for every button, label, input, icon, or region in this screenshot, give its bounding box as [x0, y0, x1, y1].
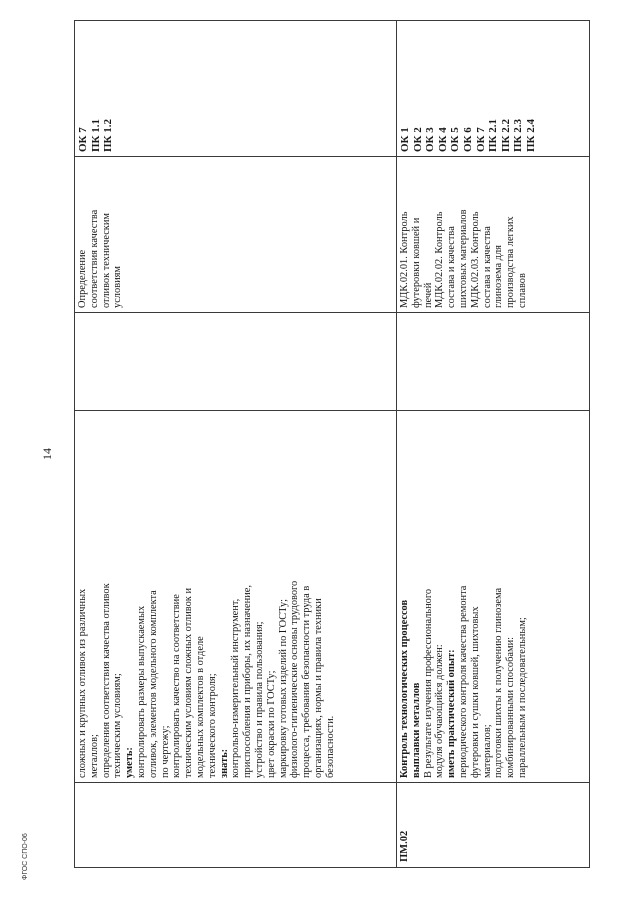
column-line-content — [74, 782, 590, 783]
competency-code: ОК 4 — [436, 127, 449, 152]
competency-code: ПК 2.3 — [512, 118, 525, 152]
text-line: параллельным и последовательным; — [516, 617, 528, 778]
text-line: футеровки и сушки ковшей, шихтовых — [469, 606, 481, 778]
text-line: производства легких — [505, 216, 517, 308]
text-line: В результате изучения профессионального — [422, 588, 434, 778]
competency-code: ОК 3 — [424, 127, 437, 152]
page-number: 14 — [40, 448, 54, 460]
competency-code: ОК 7 — [474, 127, 487, 152]
text-line: сложных и крупных отливок из различных — [77, 588, 88, 778]
text-line: шихтовых материалов — [457, 209, 469, 308]
text-line: условиям — [112, 265, 124, 308]
text-line: соответствия качества — [88, 209, 100, 308]
text-line: техническим условиям; — [112, 673, 124, 778]
competency-code: ОК 7 — [77, 127, 89, 152]
text-line: определения соответствия качества отливок — [100, 583, 112, 778]
text-line: МДК.02.01. Контроль — [399, 211, 410, 308]
text-line: комбинированными способами: — [505, 636, 517, 778]
text-line: физиолого-гигиенические основы трудового — [289, 580, 301, 778]
table-border-bottom — [74, 867, 590, 868]
row-separator — [396, 20, 397, 868]
text-line: металлов; — [88, 734, 100, 778]
row1-content-cell — [77, 416, 337, 778]
text-line: приспособления и приборы, их назначение, — [242, 585, 254, 778]
table-border-left — [74, 20, 75, 868]
text-line: контролировать качество на соответствие — [171, 594, 183, 778]
text-line: по чертежу; — [159, 725, 171, 778]
text-line: глинозема для — [493, 245, 505, 308]
text-line: маркировку готовых изделий по ГОСТу; — [277, 599, 289, 778]
text-line: сплавов — [516, 273, 528, 308]
text-line: безопасности. — [324, 715, 336, 778]
text-line: состава и качества — [481, 226, 493, 308]
table-border-right — [589, 20, 590, 868]
column-line-mdk — [74, 312, 590, 313]
row1-mdk-cell — [77, 158, 124, 308]
text-line: контролировать размеры выпускаемых — [135, 605, 147, 778]
competency-code: ПК 2.2 — [499, 118, 512, 152]
module-index: ПМ.02 — [399, 830, 410, 862]
footer-label: ФГОС СПО-06 — [22, 833, 29, 880]
text-line: МДК.02.03. Контроль — [469, 211, 481, 308]
competency-code: ОК 2 — [411, 127, 424, 152]
text-line: отливок техническим — [100, 213, 112, 308]
module-title: Контроль технологических процессов — [399, 599, 410, 778]
text-line: материалов; — [481, 724, 493, 778]
text-line: техническим условиям сложных отливок и — [183, 588, 195, 778]
competency-code: ОК 5 — [449, 127, 462, 152]
text-line: Определение — [77, 249, 88, 308]
text-line-heading: уметь: — [124, 747, 136, 778]
text-line: состава и качества — [446, 226, 458, 308]
text-line: подготовки шихты к получению глинозема — [493, 587, 505, 778]
row2-content-cell — [399, 416, 529, 778]
text-line: футеровки ковшей и — [410, 217, 422, 308]
row2-codes-cell — [399, 22, 538, 152]
competency-code: ОК 6 — [461, 127, 474, 152]
text-line: модельных комплектов в отделе — [194, 636, 206, 778]
text-line: контрольно-измерительный инструмент, — [230, 598, 242, 778]
competency-code: ПК 2.1 — [487, 118, 500, 152]
text-line: цвет окраски по ГОСТу; — [265, 670, 277, 778]
text-line: устройство и правила пользования; — [253, 621, 265, 778]
text-line: периодического контроля качества ремонта — [457, 585, 469, 778]
row2-mdk-cell — [399, 158, 529, 308]
text-line: процесса, требования безопасности труда в — [301, 585, 313, 778]
module-title: выплавки металлов — [410, 682, 422, 778]
text-line: модуля обучающийся должен: — [434, 644, 446, 778]
text-line: организациях, нормы и правила техники — [312, 598, 324, 778]
competency-code: ОК 1 — [399, 127, 411, 152]
text-line: печей — [422, 282, 434, 308]
column-line-codes — [74, 156, 590, 157]
row1-codes-cell — [77, 22, 115, 152]
column-line-hours — [74, 410, 590, 411]
text-line-heading: знать: — [218, 748, 230, 778]
competency-code: ПК 1.2 — [102, 118, 115, 152]
text-line-heading: иметь практический опыт: — [446, 649, 458, 778]
table-border-top — [74, 20, 590, 21]
text-line: технического контроля; — [206, 673, 218, 778]
text-line: отливок, элементов модельного комплекта — [147, 590, 159, 778]
competency-code: ПК 2.4 — [524, 118, 537, 152]
competency-code: ПК 1.1 — [89, 118, 102, 152]
text-line: МДК.02.02. Контроль — [434, 211, 446, 308]
